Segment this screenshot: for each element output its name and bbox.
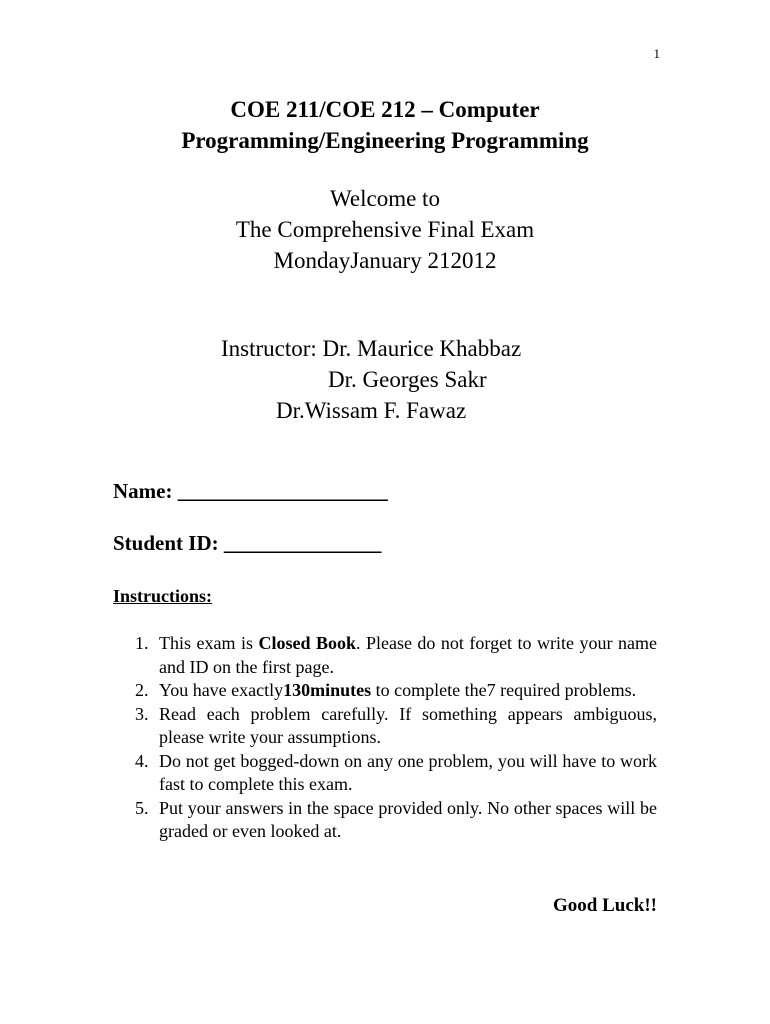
instruction-number: 3. (135, 703, 149, 724)
instruction-text: Read each problem carefully. If something appears ambiguous, please write your assumptions. (159, 703, 657, 747)
course-title-line-1: COE 211/COE 212 – Computer (230, 97, 540, 122)
instruction-text: Put your answers in the space provided only. No other spaces will be graded or even looked at. (159, 797, 657, 841)
instructor-line-1: Instructor: Dr. Maurice Khabbaz (221, 336, 522, 361)
instruction-text: to complete the7 required problems. (371, 680, 637, 700)
instruction-text: This exam is (159, 633, 259, 653)
name-field: Name: ____________________ (113, 479, 388, 503)
instructions-heading: Instructions: (113, 586, 213, 606)
instruction-number: 2. (135, 680, 149, 700)
instruction-emphasis: 130minutes (283, 680, 372, 700)
instructions-list (113, 632, 657, 844)
instruction-number: 4. (135, 750, 149, 771)
instruction-text: Do not get bogged-down on any one problem, you will have to work fast to complete this exam. (159, 750, 657, 794)
instruction-text: . Please do not forget to write your name and ID on the first page. (159, 633, 657, 677)
instruction-item (113, 750, 657, 797)
instruction-emphasis: Closed Book (258, 633, 356, 653)
closing-message: Good Luck!! (553, 895, 657, 916)
course-title-line-2: Programming/Engineering Programming (181, 128, 589, 153)
page-number: 1 (653, 46, 660, 61)
welcome-block (0, 183, 770, 276)
instruction-item (113, 703, 657, 750)
instructor-line-2: Dr. Georges Sakr (328, 367, 487, 392)
course-title (0, 94, 770, 156)
welcome-line: Welcome to (330, 186, 440, 211)
instruction-item (113, 632, 657, 679)
student-id-field: Student ID: _______________ (113, 531, 382, 555)
instruction-text: You have exactly (159, 680, 284, 700)
instruction-number: 1. (135, 633, 149, 653)
instructor-line-3: Dr.Wissam F. Fawaz (276, 398, 467, 423)
instruction-number: 5. (135, 797, 149, 818)
instruction-item (113, 797, 657, 844)
exam-date: MondayJanuary 212012 (273, 248, 497, 273)
exam-name: The Comprehensive Final Exam (235, 217, 535, 242)
instruction-item (113, 679, 657, 703)
